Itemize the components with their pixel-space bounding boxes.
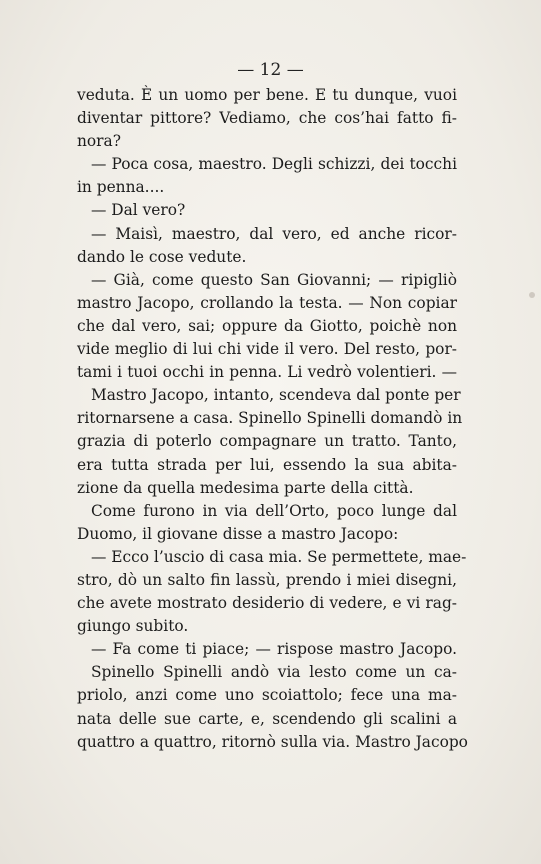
text-line: che avete mostrato desiderio di vedere, e vi rag- bbox=[77, 594, 457, 613]
text-line: Come furono in via dell’Orto, poco lunge dal bbox=[91, 501, 457, 520]
text-line: stro, dò un salto fin lassù, prendo i miei disegni, bbox=[77, 570, 457, 589]
ink-spot bbox=[529, 292, 535, 298]
text-line: — Ecco l’uscio di casa mia. Se permettete, mae- bbox=[91, 547, 467, 566]
text-line: giungo subito. bbox=[77, 617, 189, 636]
text-line: — Poca cosa, maestro. Degli schizzi, dei tocchi bbox=[91, 155, 457, 174]
text-line: Spinello Spinelli andò via lesto come un ca- bbox=[91, 663, 457, 682]
text-line: ritornarsene a casa. Spinello Spinelli domandò in bbox=[77, 409, 463, 428]
text-line: diventar pittore? Vediamo, che cos’hai fatto fi- bbox=[77, 109, 457, 128]
text-line: — Dal vero? bbox=[91, 201, 186, 220]
text-line: vide meglio di lui chi vide il vero. Del resto, por- bbox=[77, 340, 457, 359]
text-line: dando le cose vedute. bbox=[77, 247, 247, 266]
text-line: — Maisì, maestro, dal vero, ed anche ricor- bbox=[91, 224, 457, 243]
text-line: nata delle sue carte, e, scendendo gli scalini a bbox=[77, 709, 457, 728]
page-number: — 12 — bbox=[237, 60, 304, 80]
text-line: — Già, come questo San Giovanni; — ripigliò bbox=[91, 270, 457, 289]
body-text bbox=[77, 84, 468, 754]
text-line: priolo, anzi come uno scoiattolo; fece una ma- bbox=[77, 686, 457, 705]
text-line: tami i tuoi occhi in penna. Li vedrò volentieri. — bbox=[77, 363, 457, 382]
text-line: era tutta strada per lui, essendo la sua abita- bbox=[77, 455, 457, 474]
text-line: nora? bbox=[77, 132, 121, 151]
text-line: quattro a quattro, ritornò sulla via. Mastro Jacopo bbox=[77, 732, 468, 751]
text-line: grazia di poterlo compagnare un tratto. Tanto, bbox=[77, 432, 457, 451]
text-line: mastro Jacopo, crollando la testa. — Non copiar bbox=[77, 293, 457, 312]
text-line: — Fa come ti piace; — rispose mastro Jacopo. bbox=[91, 640, 457, 659]
text-line: veduta. È un uomo per bene. E tu dunque, vuoi bbox=[77, 86, 457, 104]
text-line: che dal vero, sai; oppure da Giotto, poichè non bbox=[77, 316, 457, 335]
text-line: Duomo, il giovane disse a mastro Jacopo: bbox=[77, 524, 399, 543]
text-line: Mastro Jacopo, intanto, scendeva dal ponte per bbox=[91, 386, 461, 405]
text-line: in penna.... bbox=[77, 178, 165, 197]
text-line: zione da quella medesima parte della città. bbox=[77, 478, 414, 497]
